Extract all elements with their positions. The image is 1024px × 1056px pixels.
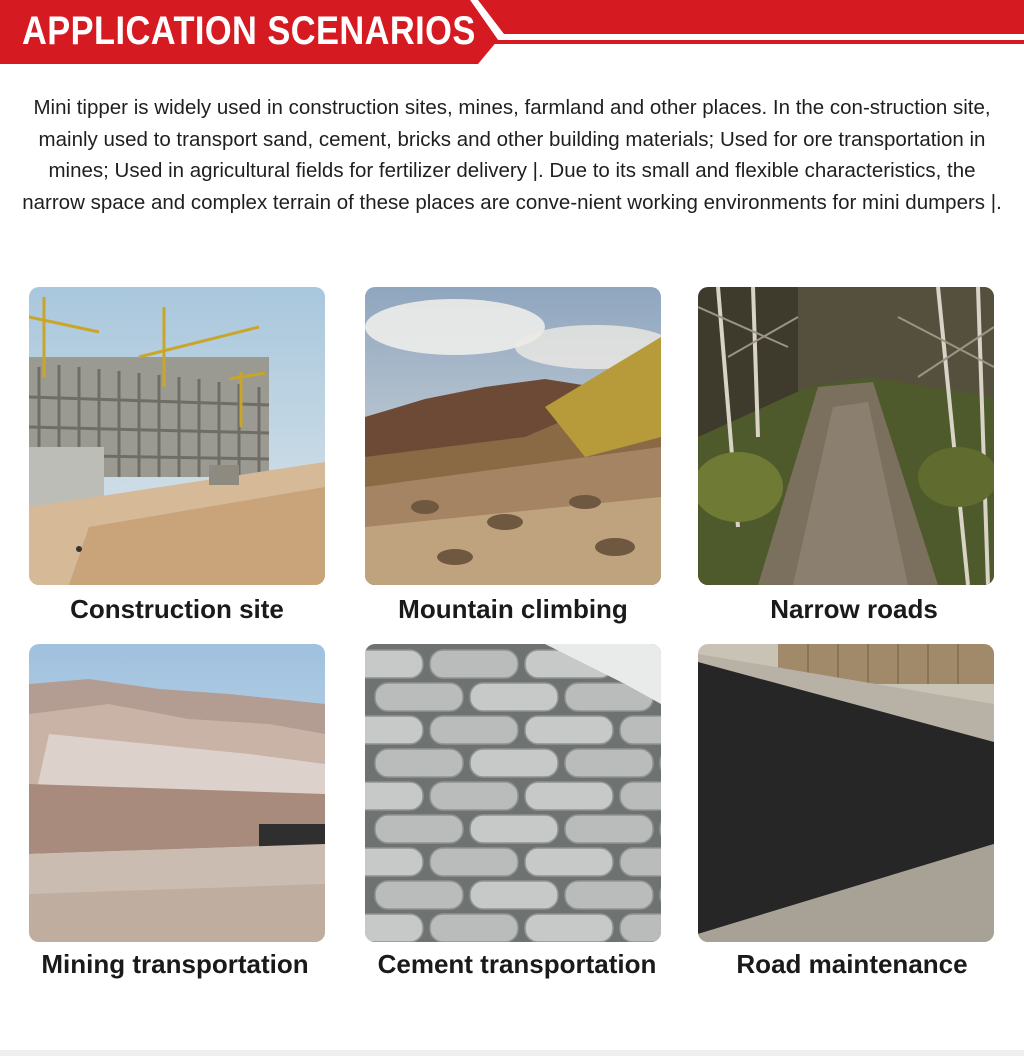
scenario-label-mining: Mining transportation (41, 949, 309, 979)
scenario-label-cement: Cement transportation (377, 949, 657, 979)
mining-transportation-image (29, 644, 325, 942)
cement-transportation-image (365, 644, 661, 942)
scenario-label-construction: Construction site (70, 594, 284, 624)
header-banner (0, 0, 1024, 64)
scenario-label-road: Road maintenance (736, 949, 968, 979)
scenario-label-narrow-roads: Narrow roads (770, 594, 938, 624)
mountain-climbing-image (365, 287, 661, 585)
footer-divider (0, 1050, 1024, 1056)
narrow-roads-image (698, 287, 994, 585)
scenario-label-mountain: Mountain climbing (398, 594, 628, 624)
construction-site-image (29, 287, 325, 585)
road-maintenance-image (698, 644, 994, 942)
page-title: APPLICATION SCENARIOS (22, 9, 476, 53)
intro-paragraph: Mini tipper is widely used in construction sites, mines, farmland and other places. In the con-struction site, mainly used to transport sand, cement, bricks and other building materials; Used for ore transportation in mines; Used in agricultural fields for fertilizer delivery |. Due to its small and flexible characteristics, the narrow space and complex terrain of these places are conve-nient working environments for mini dumpers |. (22, 96, 1002, 214)
